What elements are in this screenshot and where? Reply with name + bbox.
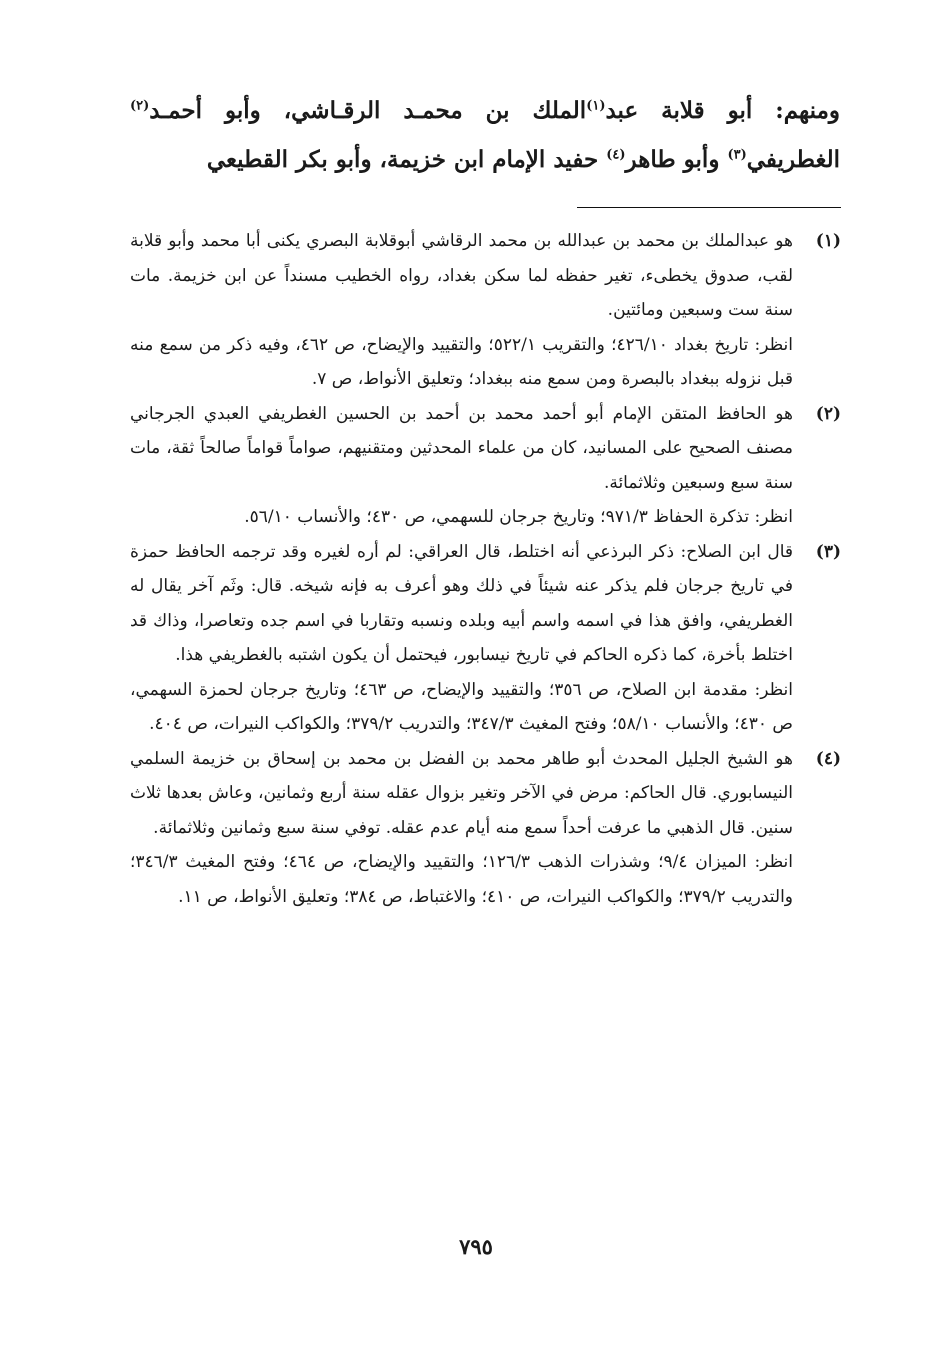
footnote-body: قال ابن الصلاح: ذكر البرذعي أنه اختلط، قال العراقي: لم أره لغيره وقد ترجمه الحافظ حمزة في تاريخ جرجان فلم يذكر عنه شيئاً في ذلك وهو أعرف به فإنه شيخه. قال: وثَم آخر يقال له الغطريفي، وافق هذا في اسمه واسم أبيه وبلده ونسبه وتقاربا في اسم جده وتعاصرا، وذاك قد اختلط بأخرة، كما ذكره الحاكم في تاريخ نيسابور، فيحتمل أن يكون اشتبه بالغطريفي هذا. [130, 541, 793, 665]
footnote-ref-1: (١) [586, 98, 606, 114]
main-paragraph [130, 86, 840, 184]
footnote-refs: انظر: تاريخ بغداد ٤٢٦/١٠؛ والتقريب ٥٢٢/١؛ والتقييد والإيضاح، ص ٤٦٢، وفيه ذكر من سمع منه قبل نزوله ببغداد بالبصرة ومن سمع منه ببغداد؛ وتعليق الأنواط، ص ٧. [130, 334, 793, 389]
footnote-refs: انظر: الميزان ٩/٤؛ وشذرات الذهب ١٢٦/٣؛ والتقييد والإيضاح، ص ٤٦٤؛ وفتح المغيث ٣٤٦/٣؛ والتدريب ٣٧٩/٢؛ والكواكب النيرات، ص ٤١٠؛ والاغتباط، ص ٣٨٤؛ وتعليق الأنواط، ص ١١. [130, 852, 793, 907]
footnote-ref-3: (٣) [727, 147, 747, 163]
main-text-part: الغطريفي [746, 146, 840, 173]
footnote-ref-2: (٢) [130, 98, 150, 114]
footnote-number: (٣) [815, 541, 841, 562]
main-text-part: الملك بن محمـد الرقـاشي، وأبو أحمـد [149, 97, 587, 124]
footnote [130, 535, 841, 742]
footnote-body: هو عبدالملك بن محمد بن عبدالله بن محمد الرقاشي أبوقلابة البصري يكنى أبا محمد وأبو قلابة لقب، صدوق يخطىء، تغير حفظه لما سكن بغداد، رواه الخطيب مسنداً عن ابن خزيمة. مات سنة ست وسبعين ومائتين. [130, 231, 793, 320]
footnote [130, 224, 841, 397]
page-number: ٧٩٥ [459, 1234, 493, 1259]
footnote-body: هو الشيخ الجليل المحدث أبو طاهر محمد بن الفضل بن محمد بن إسحاق بن خزيمة السلمي النيسابوري. قال الحاكم: مرض في الآخر وتغير بزوال عقله سنة أربع وثمانين، وعاش بعدها ثلاث سنين. قال الذهبي ما عرفت أحداً سمع منه أيام عدم عقله. توفي سنة سبع وثمانين وثلاثمائة. [130, 748, 793, 838]
main-text-part: وأبو طاهر [625, 146, 728, 173]
main-text-part: حفيد الإمام ابن خزيمة، وأبو بكر القطيعي [206, 146, 607, 173]
main-text-part: ومنهم: أبو قلابة عبد [605, 97, 840, 124]
footnote-number: (٢) [815, 403, 841, 424]
footnote-ref-4: (٤) [606, 147, 626, 163]
footnote-separator [577, 207, 841, 208]
footnote-number: (١) [815, 231, 841, 251]
footnote-refs: انظر: تذكرة الحفاظ ٩٧١/٣؛ وتاريخ جرجان للسهمي، ص ٤٣٠؛ والأنساب ٥٦/١٠. [244, 507, 793, 527]
footnote-number: (٤) [815, 748, 841, 769]
footnotes-section [130, 224, 841, 914]
footnote-body: هو الحافظ المتقن الإمام أبو أحمد محمد بن أحمد بن الحسين الغطريفي العبدي الجرجاني مصنف الصحيح على المسانيد، كان من علماء المحدثين ومتقنيهم، صواماً قواماً صالحاً ثقة، مات سنة سبع وسبعين وثلاثمائة. [130, 403, 793, 493]
footnote [130, 397, 841, 535]
footnote-refs: انظر: مقدمة ابن الصلاح، ص ٣٥٦؛ والتقييد والإيضاح، ص ٤٦٣؛ وتاريخ جرجان لحمزة السهمي، ص ٤٣٠؛ والأنساب ٥٨/١٠؛ وفتح المغيث ٣٤٧/٣؛ والتدريب ٣٧٩/٢؛ والكواكب النيرات، ص ٤٠٤. [130, 679, 793, 734]
footnote [130, 742, 841, 915]
